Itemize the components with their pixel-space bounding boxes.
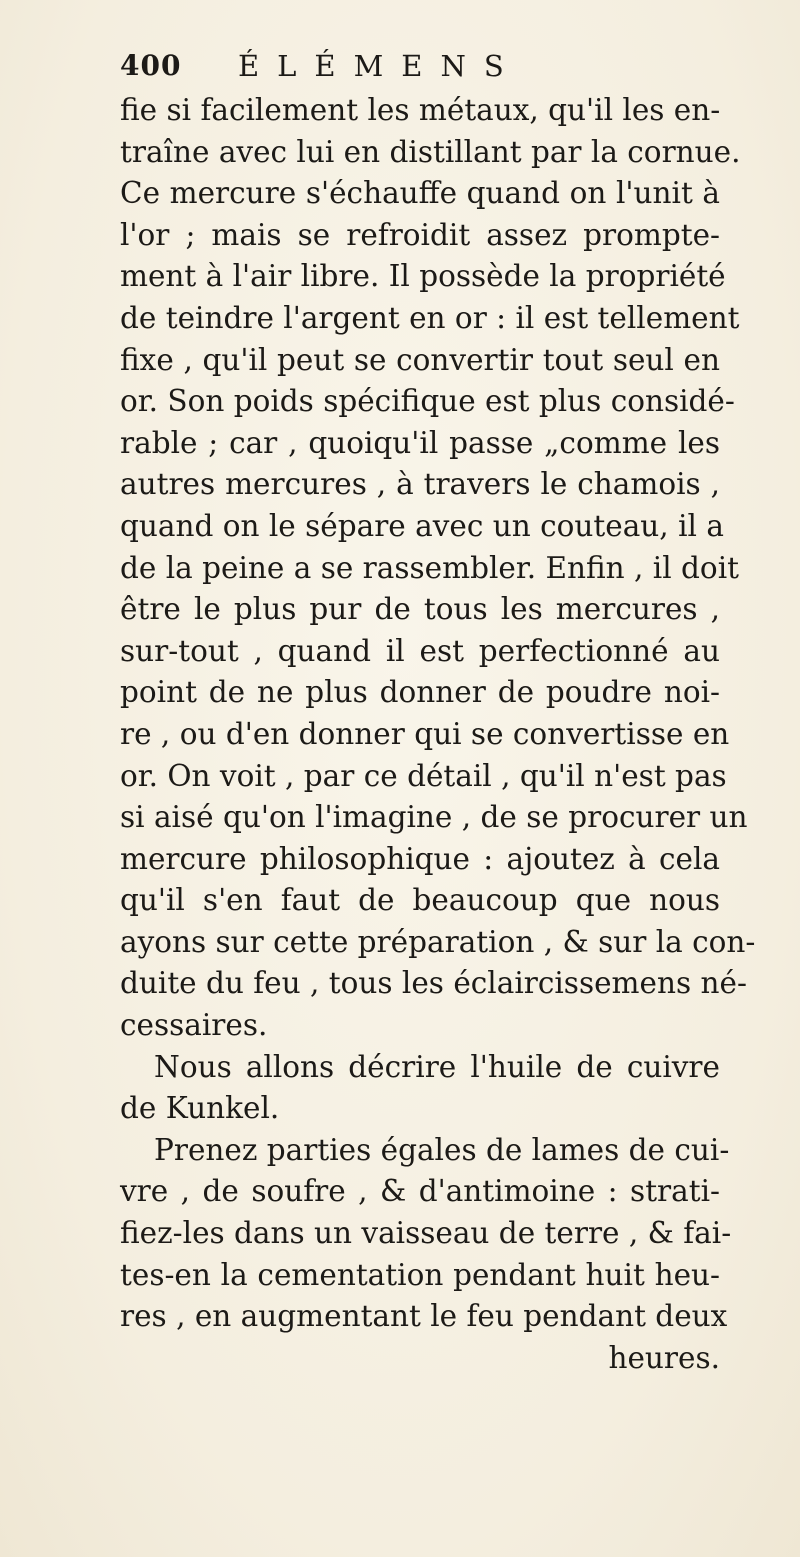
page-number: 400: [120, 49, 182, 82]
text-line: duite du feu , tous les éclaircissemens né-: [120, 966, 747, 1001]
text-line: de Kunkel.: [120, 1091, 280, 1126]
text-line: qu'il s'en faut de beaucoup que nous: [120, 883, 720, 918]
text-line-catchword: heures.: [608, 1340, 720, 1375]
text-line: autres mercures , à travers le chamois ,: [120, 467, 720, 502]
running-title: ÉLÉMENS: [238, 49, 522, 83]
text-line: cessaires.: [120, 1008, 268, 1043]
text-line: de teindre l'argent en or : il est tellement: [120, 300, 740, 335]
text-line: fie si facilement les métaux, qu'il les en-: [120, 93, 721, 127]
text-line: si aisé qu'on l'imagine , de se procurer un: [120, 800, 748, 835]
text-line: or. On voit , par ce détail , qu'il n'est pas: [120, 758, 727, 793]
text-line: res , en augmentant le feu pendant deux: [120, 1299, 728, 1334]
text-line: Nous allons décrire l'huile de cuivre: [154, 1049, 720, 1084]
text-line: être le plus pur de tous les mercures ,: [120, 592, 720, 627]
text-line: quand on le sépare avec un couteau, il a: [120, 508, 724, 543]
body-text: [120, 90, 756, 1379]
text-line: Prenez parties égales de lames de cui-: [154, 1132, 730, 1167]
text-line: re , ou d'en donner qui se convertisse en: [120, 716, 730, 751]
text-line: fixe , qu'il peut se convertir tout seul en: [120, 342, 720, 377]
text-line: sur-tout , quand il est perfectionné au: [120, 633, 720, 668]
text-line: vre , de soufre , & d'antimoine : strati-: [120, 1174, 720, 1209]
text-line: de la peine a se rassembler. Enfin , il doit: [120, 550, 739, 585]
text-line: mercure philosophique : ajoutez à cela: [120, 841, 720, 876]
text-line: ayons sur cette préparation , & sur la con-: [120, 924, 756, 959]
text-line: traîne avec lui en distillant par la cornue.: [120, 134, 741, 169]
text-line: ment à l'air libre. Il possède la propriété: [120, 259, 726, 294]
text-line: tes-en la cementation pendant huit heu-: [120, 1257, 720, 1292]
page-header: [120, 46, 720, 86]
text-line: rable ; car , quoiqu'il passe „comme les: [120, 425, 720, 460]
text-line: fiez-les dans un vaisseau de terre , & fai-: [120, 1216, 732, 1251]
text-line: l'or ; mais se refroidit assez prompte-: [120, 217, 720, 252]
text-line: Ce mercure s'échauffe quand on l'unit à: [120, 176, 720, 211]
text-line: or. Son poids spécifique est plus considé-: [120, 384, 735, 419]
text-line: point de ne plus donner de poudre noi-: [120, 675, 720, 710]
